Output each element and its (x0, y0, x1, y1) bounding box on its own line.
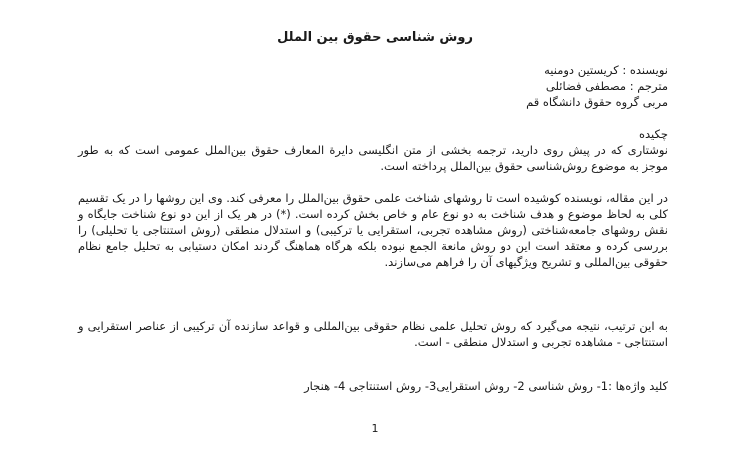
abstract-paragraph-2: در این مقاله، نویسنده کوشیده است تا روشهای شناخت علمی حقوق بین‌الملل را معرفی کند. وی این روشها را در یک تقسیم کلی به لحاظ موضوع و هدف شناخت به دو نوع عام و خاص بخش کرده است. (*) در هر یک از این دو نوع شناخت جایگاه و نقش روشهای جامعه‌شناختی (روش مشاهده تجربی، استقرایی یا ترکیبی) و استدلال منطقی (روش استنتاجی یا تحلیلی) را بررسی کرده و معتقد است این دو روش مانعة الجمع نبوده بلکه هرگاه هماهنگ گردند امکان دستیابی به تحلیل جامع نظام حقوقی بین‌المللی و تشریح ویژگیهای آن را فراهم می‌سازند. (78, 191, 668, 269)
page-number: 1 (371, 422, 379, 435)
abstract-paragraph-3: به این ترتیب، نتیجه می‌گیرد که روش تحلیل علمی نظام حقوقی بین‌المللی و قواعد سازنده آن ترکیبی از عناصر استقرایی و استنتاجی - مشاهده تجربی و استدلال منطقی - است. (78, 319, 668, 349)
document-title: روش شناسی حقوق بین الملل (277, 30, 473, 45)
keywords-line: کلید واژه‌ها :1- روش شناسی 2- روش استقرایی3- روش استنتاجی 4- هنجار (304, 379, 668, 393)
affiliation-line: مربی گروه حقوق دانشگاه قم (526, 95, 668, 109)
translator-line: مترجم : مصطفی فضائلی (545, 79, 668, 93)
abstract-heading: چکیده (639, 127, 668, 141)
author-line: نویسنده : کریستین دومنیه (544, 63, 668, 77)
abstract-paragraph-1: نوشتاری که در پیش روی دارید، ترجمه بخشی از متن انگلیسی دایرة المعارف حقوق بین‌الملل عمومی است که به طور موجز به موضوع روش‌شناسی حقوق بین‌الملل پرداخته است. (78, 143, 668, 173)
